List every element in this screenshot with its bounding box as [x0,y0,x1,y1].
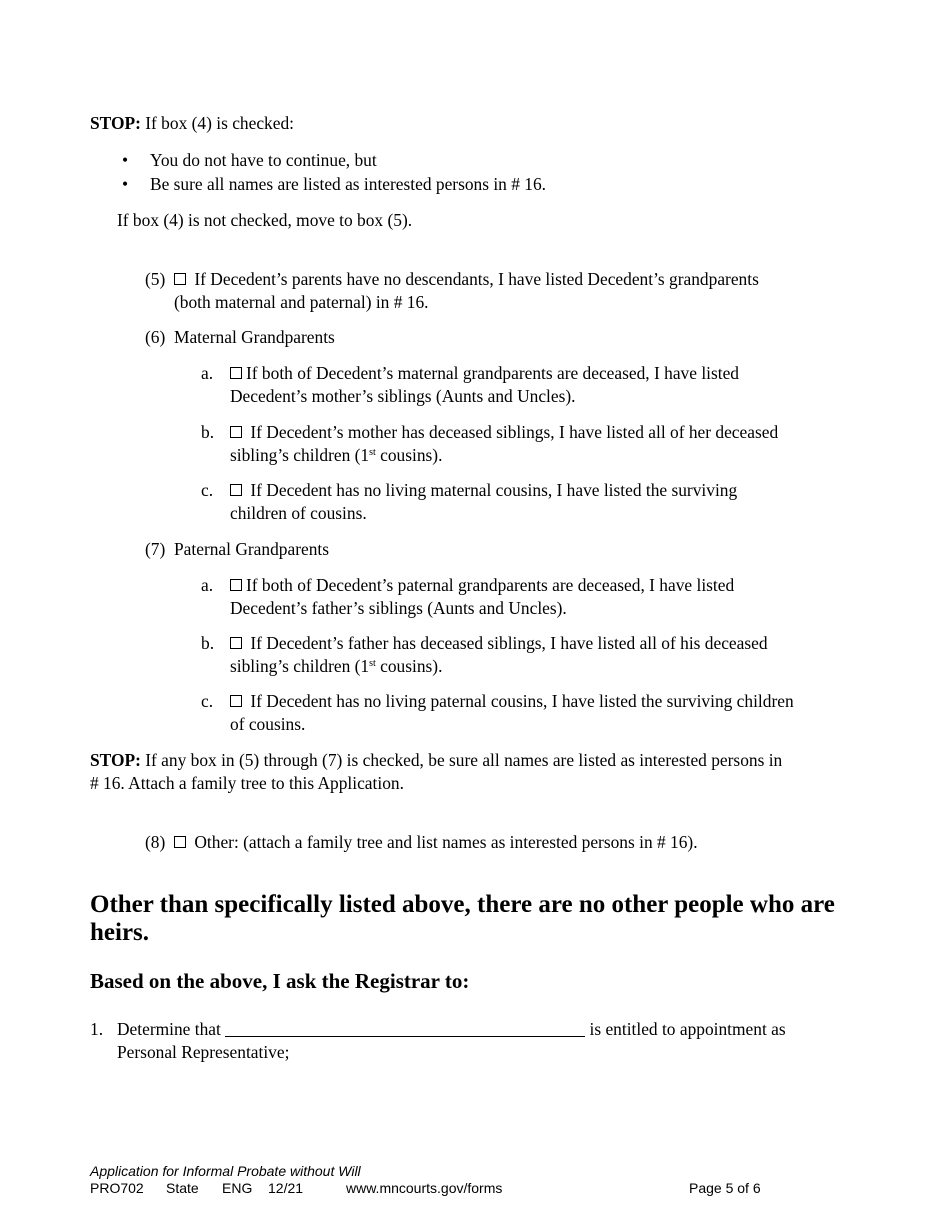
item7a-line2: Decedent’s father’s siblings (Aunts and Uncles). [230,598,567,618]
personal-representative-name-field[interactable] [225,1021,585,1037]
item7-title: Paternal Grandparents [174,539,330,559]
item7b-line1: If Decedent’s father has deceased siblings, I have listed all of his deceased [230,632,768,655]
box4-note: If box (4) is not checked, move to box (5). [117,210,413,230]
footer-state: State [166,1180,199,1196]
item6c-line1: If Decedent has no living maternal cousins, I have listed the surviving [230,479,737,502]
checkbox-item6a[interactable] [230,367,242,379]
item7b-line2: sibling’s children (1st cousins). [230,656,443,676]
bullet-item: You do not have to continue, but [150,150,377,170]
item6b-line1: If Decedent’s mother has deceased siblings, I have listed all of her deceased [230,421,778,444]
stop-label: STOP: [90,750,141,770]
footer-date: 12/21 [268,1180,304,1196]
bullet-icon: • [122,150,129,170]
checkbox-item7a[interactable] [230,579,242,591]
checkbox-item8[interactable] [174,836,186,848]
request1-line1: Determine that is entitled to appointment as [117,1019,786,1039]
checkbox-item5[interactable] [174,273,186,285]
footer-form-id: PRO702 [90,1180,144,1196]
footer-page-number: Page 5 of 6 [689,1180,761,1196]
item7c-line2: of cousins. [230,714,306,734]
request1-line2: Personal Representative; [117,1042,290,1062]
checkbox-item7b[interactable] [230,637,242,649]
item-number: (7) [145,539,166,559]
checkbox-item6b[interactable] [230,426,242,438]
footer-url[interactable]: www.mncourts.gov/forms [346,1180,503,1196]
sub-item-letter: a. [201,363,214,383]
item-number: (5) [145,269,166,289]
item5-line2: (both maternal and paternal) in # 16. [174,292,429,312]
bullet-icon: • [122,174,129,194]
footer-language: ENG [222,1180,253,1196]
sub-item-letter: a. [201,575,214,595]
request-number: 1. [90,1019,104,1039]
stop-text: If box (4) is checked: [140,113,294,133]
item6a-line1: If both of Decedent’s maternal grandparents are deceased, I have listed [230,362,739,385]
checkbox-item6c[interactable] [230,484,242,496]
stop-instruction-box4 [90,112,850,135]
item6-title: Maternal Grandparents [174,327,335,347]
bullet-item: Be sure all names are listed as interested persons in # 16. [150,174,547,194]
item7a-line1: If both of Decedent’s paternal grandparents are deceased, I have listed [230,574,734,597]
item8-text: Other: (attach a family tree and list names as interested persons in # 16). [174,831,698,854]
checkbox-item7c[interactable] [230,695,242,707]
stop2-line2: # 16. Attach a family tree to this Application. [90,773,404,793]
footer-title: Application for Informal Probate without Will [90,1163,361,1179]
stop-instruction-5-7: STOP: If any box in (5) through (7) is checked, be sure all names are listed as interested persons in [90,750,783,770]
sub-item-letter: b. [201,633,215,653]
heirs-heading: Other than specifically listed above, there are no other people who are heirs. [90,891,835,946]
item7c-line1: If Decedent has no living paternal cousins, I have listed the surviving children [230,690,794,713]
item-number: (8) [145,832,166,852]
item5-line1: If Decedent’s parents have no descendants, I have listed Decedent’s grandparents [174,268,759,291]
item-number: (6) [145,327,166,347]
sub-item-letter: b. [201,422,215,442]
registrar-heading: Based on the above, I ask the Registrar to: [90,969,470,993]
item6b-line2: sibling’s children (1st cousins). [230,445,443,465]
stop-label: STOP: [90,113,141,133]
item6c-line2: children of cousins. [230,503,367,523]
sub-item-letter: c. [201,691,214,711]
sub-item-letter: c. [201,480,214,500]
item6a-line2: Decedent’s mother’s siblings (Aunts and Uncles). [230,386,576,406]
